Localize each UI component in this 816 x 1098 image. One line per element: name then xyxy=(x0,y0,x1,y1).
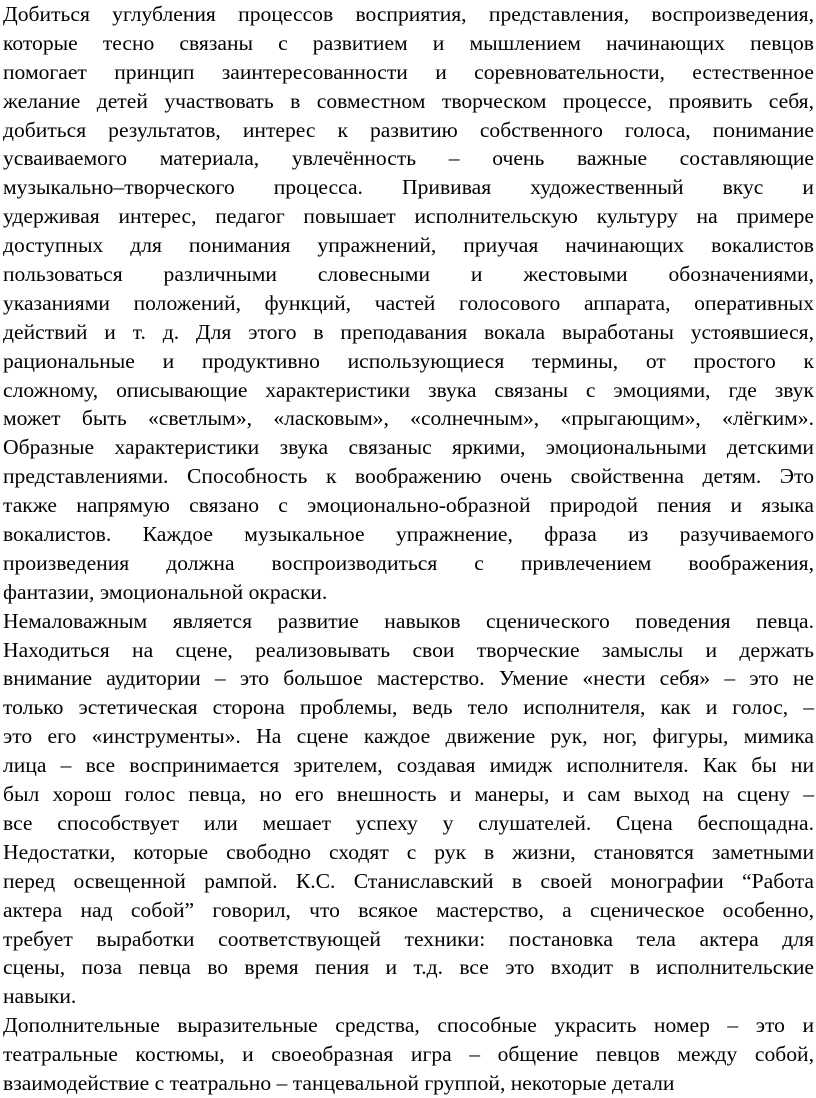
text-line: помогает принцип заинтересованности и соревновательности, естественное xyxy=(3,59,814,84)
text-line: только эстетическая сторона проблемы, ведь тело исполнителя, как и голос, – xyxy=(3,695,814,720)
text-line: представлениями. Способность к воображению очень свойственна детям. Это xyxy=(3,464,814,489)
text-line: внимание аудитории – это большое мастерство. Умение «нести себя» – это не xyxy=(3,666,814,691)
text-line: Немаловажным является развитие навыков сценического поведения певца. xyxy=(3,608,814,633)
text-line: действий и т. д. Для этого в преподавания вокала выработаны устоявшиеся, xyxy=(3,319,814,344)
text-line: Недостатки, которые свободно сходят с рук в жизни, становятся заметными xyxy=(3,839,814,864)
text-line: удерживая интерес, педагог повышает исполнительскую культуру на примере xyxy=(3,204,814,229)
text-line: взаимодействие с театрально – танцевальной группой, некоторые детали xyxy=(3,1070,675,1095)
text-line: Добиться углубления процессов восприятия, представления, воспроизведения, xyxy=(3,2,814,26)
text-line: навыки. xyxy=(3,984,77,1009)
text-line: это его «инструменты». На сцене каждое движение рук, ног, фигуры, мимика xyxy=(3,724,814,749)
paragraph-3 xyxy=(3,1011,814,1098)
text-line: актера над собой” говорил, что всякое мастерство, а сценическое особенно, xyxy=(3,897,814,922)
text-line: которые тесно связаны с развитием и мышлением начинающих певцов xyxy=(3,30,814,55)
paragraph-1 xyxy=(3,0,814,607)
text-line: желание детей участвовать в совместном творческом процессе, проявить себя, xyxy=(3,88,814,113)
text-line: был хорош голос певца, но его внешность и манеры, и сам выход на сцену – xyxy=(3,782,814,807)
text-line: все способствует или мешает успеху у слушателей. Сцена беспощадна. xyxy=(3,810,814,835)
text-line: Находиться на сцене, реализовывать свои творческие замыслы и держать xyxy=(3,637,814,662)
text-line: может быть «светлым», «ласковым», «солнечным», «прыгающим», «лёгким». xyxy=(3,406,814,431)
text-line: рациональные и продуктивно использующиеся термины, от простого к xyxy=(3,348,814,373)
text-line: произведения должна воспроизводиться с привлечением воображения, xyxy=(3,550,814,575)
text-line: пользоваться различными словесными и жестовыми обозначениями, xyxy=(3,262,814,287)
text-line: перед освещенной рампой. К.С. Станиславский в своей монографии “Работа xyxy=(3,868,814,893)
text-line: вокалистов. Каждое музыкальное упражнение, фраза из разучиваемого xyxy=(3,522,814,547)
text-line: указаниями положений, функций, частей голосового аппарата, оперативных xyxy=(3,290,814,315)
text-line: требует выработки соответствующей техники: постановка тела актера для xyxy=(3,926,814,951)
text-line: театральные костюмы, и своеобразная игра – общение певцов между собой, xyxy=(3,1042,814,1067)
text-line: усваиваемого материала, увлечённость – очень важные составляющие xyxy=(3,146,814,171)
text-line: добиться результатов, интерес к развитию собственного голоса, понимание xyxy=(3,117,814,142)
text-line: фантазии, эмоциональной окраски. xyxy=(3,579,328,604)
text-line: сложному, описывающие характеристики звука связаны с эмоциями, где звук xyxy=(3,377,814,402)
text-line: лица – все воспринимается зрителем, создавая имидж исполнителя. Как бы ни xyxy=(3,753,814,778)
text-line: также напрямую связано с эмоционально-образной природой пения и языка xyxy=(3,493,814,518)
text-line: Образные характеристики звука связаныс яркими, эмоциональными детскими xyxy=(3,435,814,460)
paragraph-2 xyxy=(3,607,814,1011)
text-line: доступных для понимания упражнений, приучая начинающих вокалистов xyxy=(3,233,814,258)
text-line: музыкально–творческого процесса. Прививая художественный вкус и xyxy=(3,175,814,200)
text-line: сцены, поза певца во время пения и т.д. все это входит в исполнительские xyxy=(3,955,814,980)
text-line: Дополнительные выразительные средства, способные украсить номер – это и xyxy=(3,1013,814,1038)
